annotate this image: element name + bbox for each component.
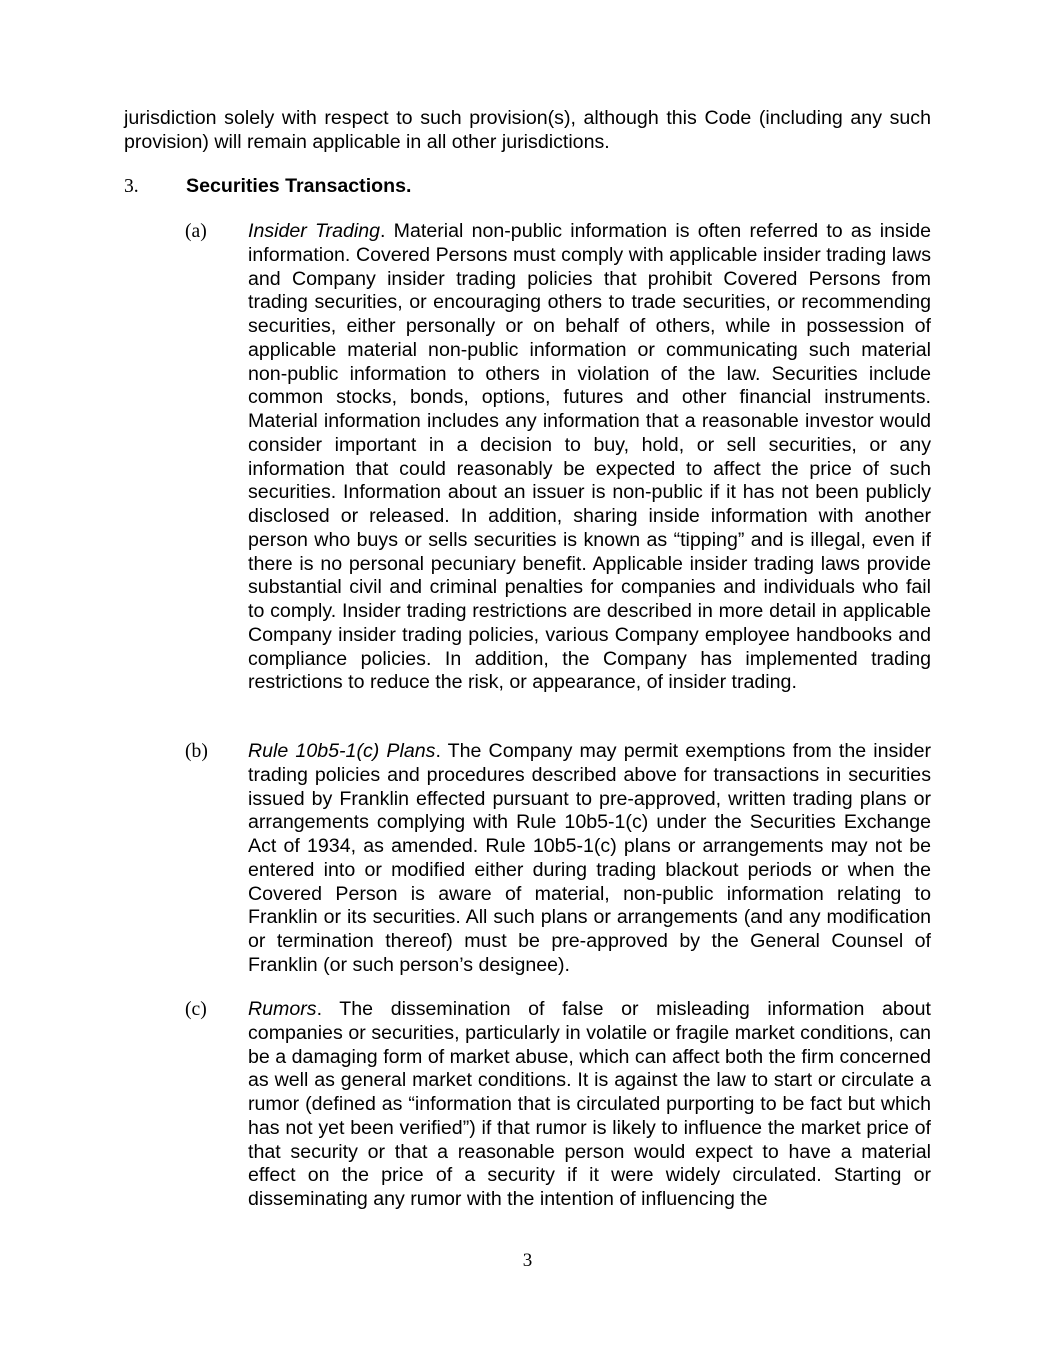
section-title: Securities Transactions. [186, 175, 412, 197]
page-number: 3 [522, 1250, 533, 1271]
list-item-body [248, 740, 931, 978]
list-item-text: . The dissemination of false or misleading information about companies or securities, particularly in volatile or fragile market conditions, can be a damaging form of market abuse, which can affect both the firm concerned as well as general market conditions. It is against the law to start or circulate a rumor (defined as “information that is circulated purporting to be fact but which has not yet been verified”) if that rumor is likely to influence the market price of that security or that a reasonable person would expect to have a material effect on the price of a security if it were widely circulated. Starting or disseminating any rumor with the intention of influencing the [248, 998, 931, 1210]
list-item-heading: Rule 10b5-1(c) Plans [248, 740, 436, 762]
list-item-body [248, 220, 931, 695]
list-item-heading: Insider Trading [248, 220, 381, 242]
list-item-text: . The Company may permit exemptions from the insider trading policies and procedures described above for transactions in securities issued by Franklin effected pursuant to pre-approved, written trading plans or arrangements complying with Rule 10b5-1(c) under the Securities Exchange Act of 1934, as amended. Rule 10b5-1(c) plans or arrangements may not be entered into or modified either during trading blackout periods or when the Covered Person is aware of material, non-public information relating to Franklin or its securities. All such plans or arrangements (and any modification or termination thereof) must be pre-approved by the General Counsel of Franklin (or such person’s designee). [248, 740, 931, 976]
list-item-heading: Rumors [248, 998, 317, 1020]
list-item-marker: (b) [185, 741, 208, 762]
list-item-marker: (c) [185, 999, 207, 1020]
list-item-marker: (a) [185, 221, 207, 242]
list-item-text: . Material non-public information is often referred to as inside information. Covered Persons must comply with applicable insider trading laws and Company insider trading policies that prohibit Covered Persons from trading securities, or encouraging others to trade securities, or recommending securities, either personally or on behalf of others, while in possession of applicable material non-public information or communicating such material non-public information to others in violation of the law. Securities include common stocks, bonds, options, futures and other financial instruments. Material information includes any information that a reasonable investor would consider important in a decision to buy, hold, or sell securities, or any information that could reasonably be expected to affect the price of such securities. Information about an issuer is non-public if it has not been publicly disclosed or released. In addition, sharing inside information with another person who buys or sells securities is known as “tipping” and is illegal, even if there is no personal pecuniary benefit. Applicable insider trading laws provide substantial civil and criminal penalties for companies and individuals who fail to comply. Insider trading restrictions are described in more detail in applicable Company insider trading policies, various Company employee handbooks and compliance policies. In addition, the Company has implemented trading restrictions to reduce the risk, or appearance, of insider trading. [248, 220, 932, 694]
section-number: 3. [124, 176, 139, 197]
list-item-body [248, 998, 931, 1212]
intro-paragraph: jurisdiction solely with respect to such provision(s), although this Code (including any such provision) will remain applicable in all other jurisdictions. [124, 107, 931, 153]
